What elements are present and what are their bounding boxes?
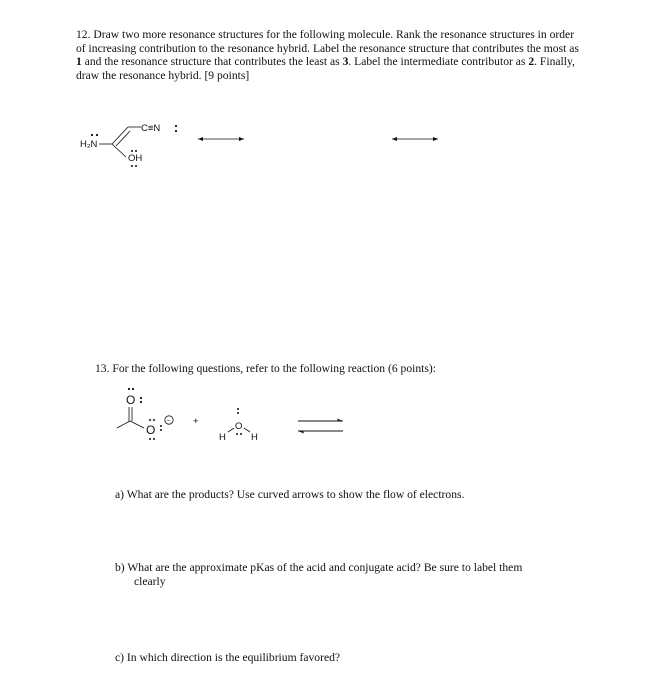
q12-text-a: Draw two more resonance structures for the following molecule. Rank the resonance structures in order of increasing contribution to the resonance hybrid. Label the resonance structure that contributes the most as — [76, 28, 579, 55]
molecule-12 — [80, 123, 177, 167]
water-oxygen: O — [235, 421, 243, 432]
acetate-carbonyl-o: O — [126, 393, 136, 407]
q12-text-c: . Label the intermediate contributor as — [348, 55, 529, 69]
charge-sign: − — [166, 417, 171, 425]
question-13b-line2: clearly — [134, 574, 166, 588]
question-13c: c) In which direction is the equilibrium favored? — [115, 651, 341, 664]
q12-text-b: and the resonance structure that contributes the least as — [81, 55, 343, 69]
q12-bold-2: 2 — [528, 55, 535, 69]
resonance-arrow-2 — [392, 137, 438, 141]
q12-bold-3: 3 — [342, 55, 349, 69]
question-13a: a) What are the products? Use curved arrows to show the flow of electrons. — [115, 488, 465, 501]
water-hydrogen-2: H — [251, 432, 258, 443]
question-13b-line1: b) What are the approximate pKas of the acid and conjugate acid? Be sure to label them — [115, 561, 523, 574]
q12-bold-1: 1 — [76, 55, 82, 69]
q12-number: 12. — [76, 28, 91, 41]
acetate-ion — [117, 388, 173, 440]
question-13: 13. For the following questions, refer to the following reaction (6 points): — [95, 362, 436, 375]
equilibrium-arrows — [298, 419, 343, 434]
q12-text-d: . Finally, draw the resonance hybrid. [9 points] — [76, 55, 575, 82]
amine-label: H₂N — [80, 139, 98, 150]
nitrile-label: C≡N — [141, 123, 161, 134]
question-13b — [115, 561, 585, 588]
acetate-oxygen-anion: O — [146, 423, 156, 437]
plus-sign: + — [193, 416, 199, 427]
water-molecule — [219, 408, 258, 443]
resonance-arrow-1 — [198, 137, 244, 141]
hydroxyl-label: OH — [128, 153, 143, 164]
water-hydrogen-1: H — [219, 432, 226, 443]
